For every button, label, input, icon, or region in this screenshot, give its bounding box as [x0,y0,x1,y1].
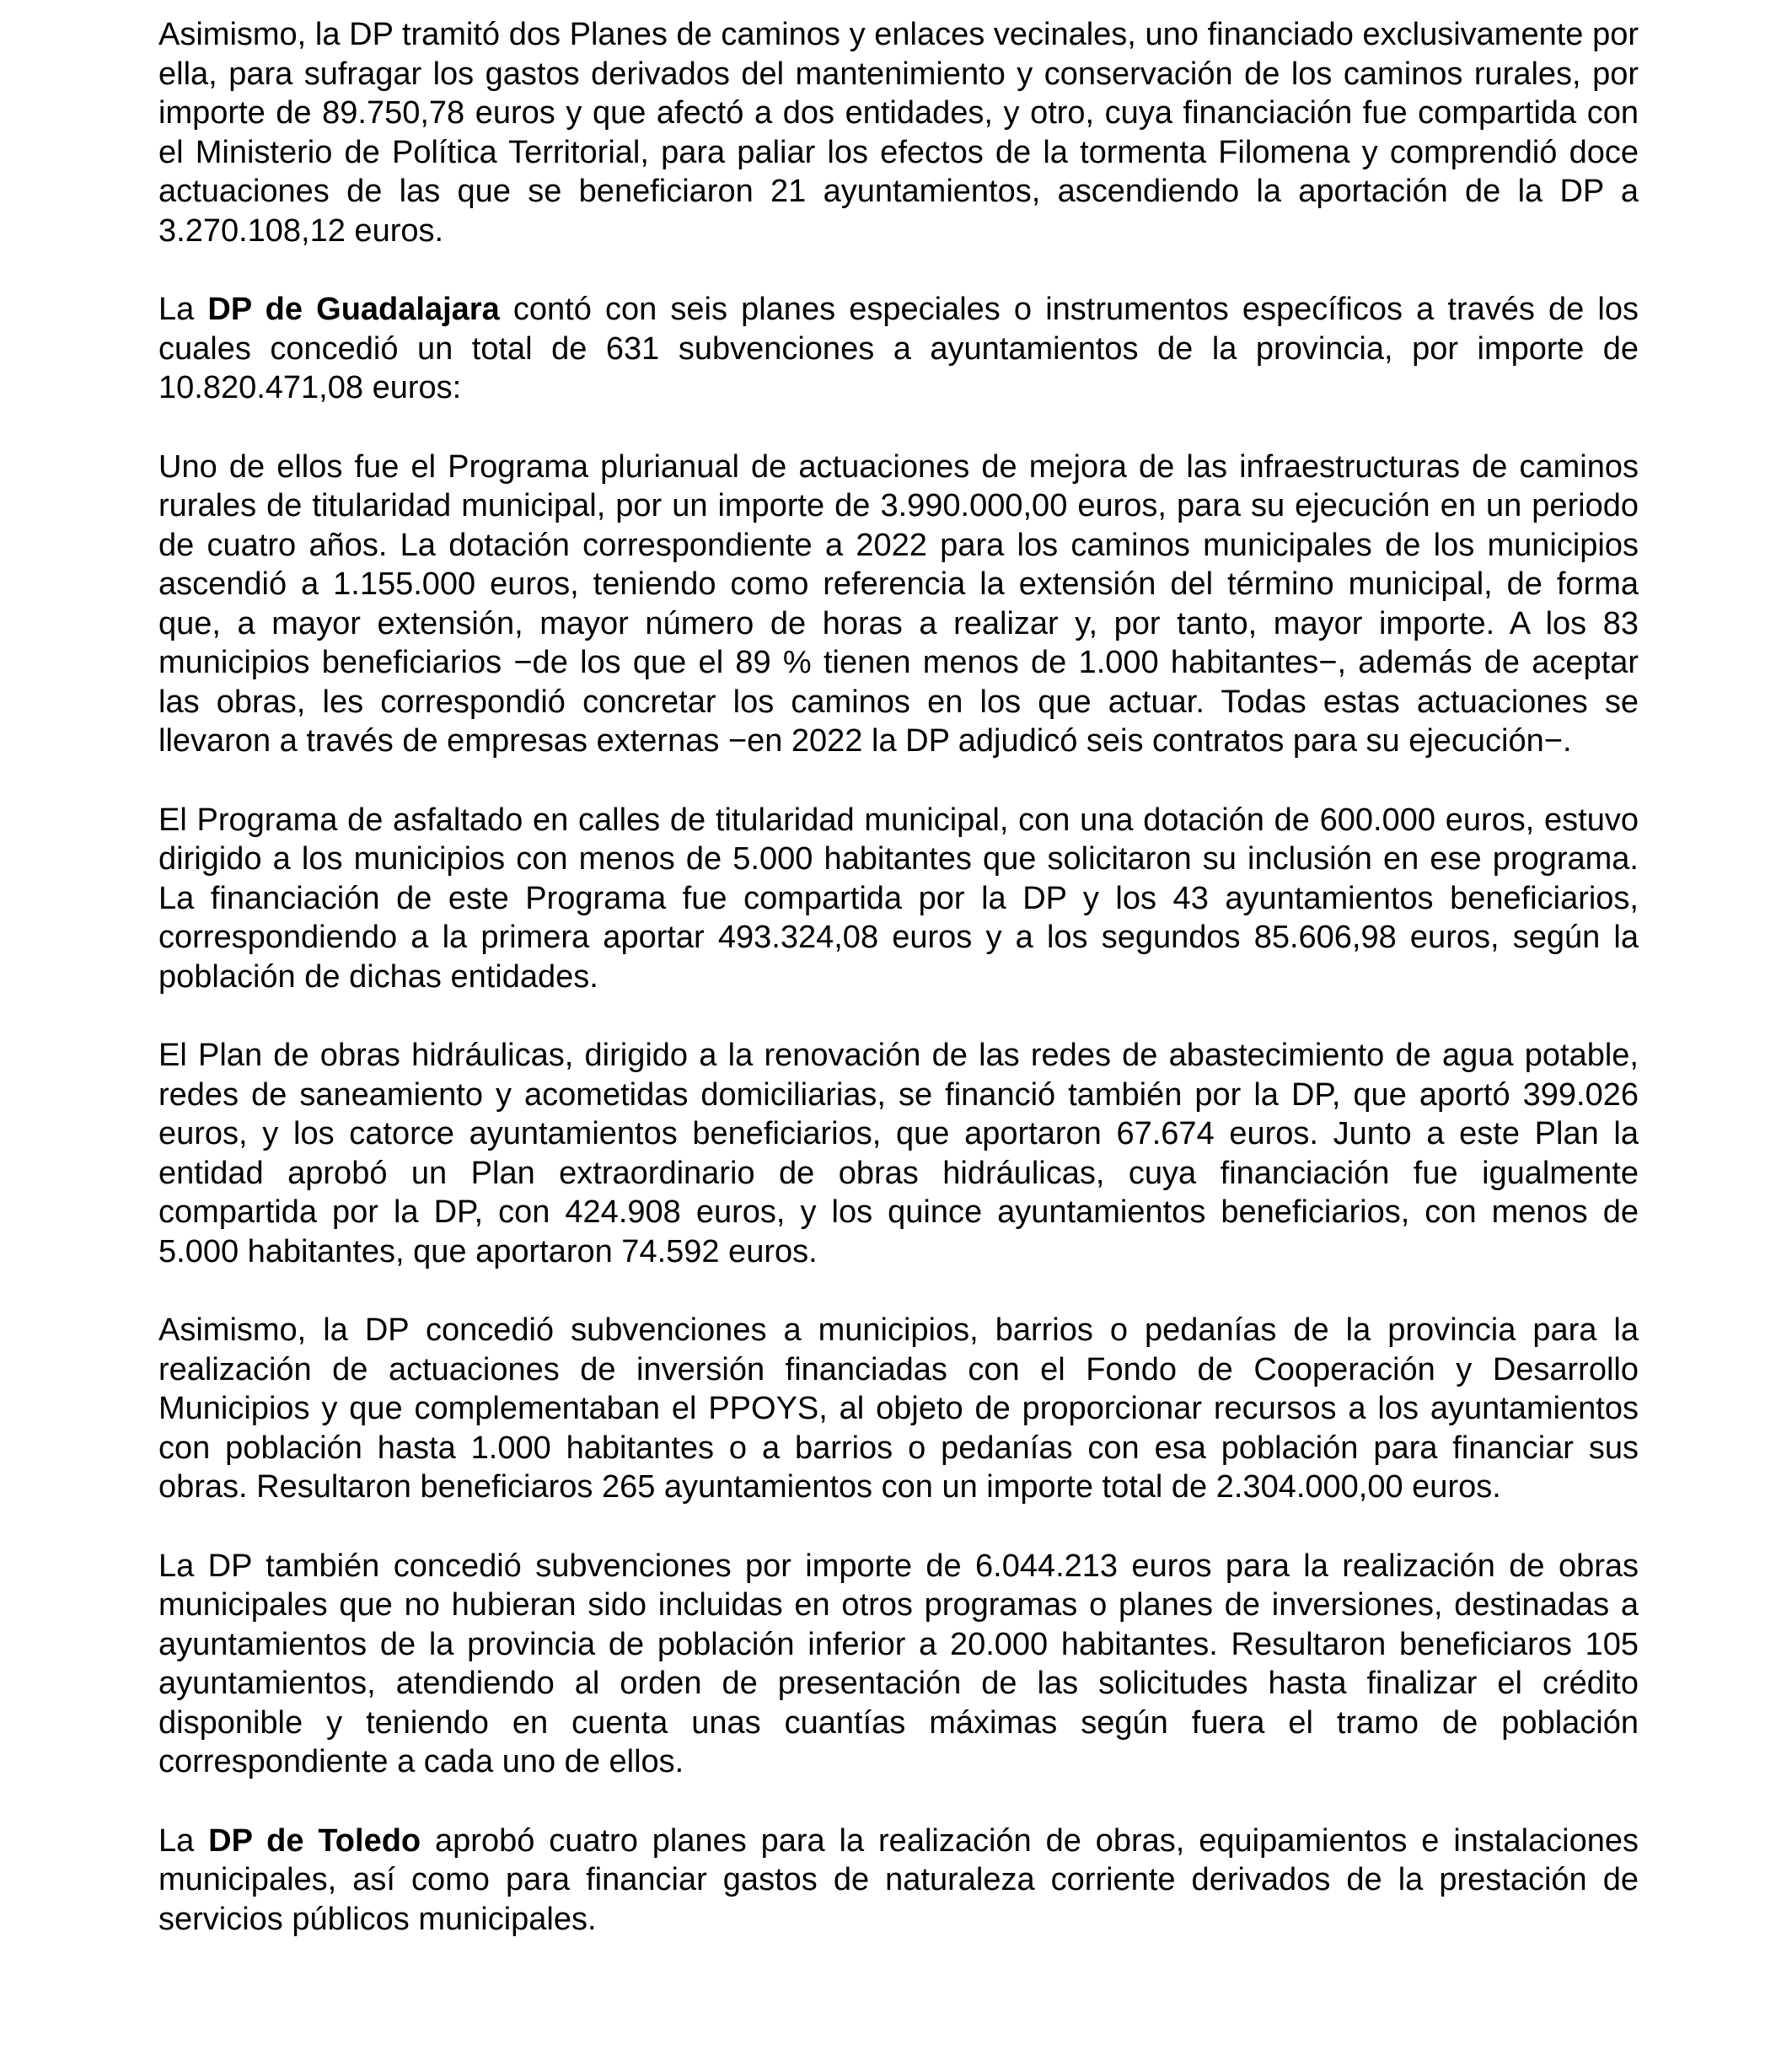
paragraph-subvenciones-obras-municipales: La DP también concedió subvenciones por importe de 6.044.213 euros para la realización de obras municipales que no hubieran sido incluidas en otros programas o planes de inversiones, destinadas a ayuntamientos de la provincia de población inferior a 20.000 habitantes. Resultaron beneficiaros 105 ayuntamientos, atendiendo al orden de presentación de las solicitudes hasta finalizar el crédito disponible y teniendo en cuenta unas cuantías máximas según fuera el tramo de población correspondiente a cada uno de ellos. [158,1548,1639,1779]
document-page [158,15,1639,1978]
paragraph-caminos-vecinales: Asimismo, la DP tramitó dos Planes de caminos y enlaces vecinales, uno financiado exclusivamente por ella, para sufragar los gastos derivados del mantenimiento y conservación de los caminos rurales, por importe de 89.750,78 euros y que afectó a dos entidades, y otro, cuya financiación fue compartida con el Ministerio de Política Territorial, para paliar los efectos de la tormenta Filomena y comprendió doce actuaciones de las que se beneficiaron 21 ayuntamientos, ascendiendo la aportación de la DP a 3.270.108,12 euros. [158,17,1639,249]
entity-name-guadalajara: DP de Guadalajara [207,292,500,327]
paragraph-plan-obras-hidraulicas: El Plan de obras hidráulicas, dirigido a la renovación de las redes de abastecimiento de agua potable, redes de saneamiento y acometidas domiciliarias, se financió también por la DP, que aportó 399.026 euros, y los catorce ayuntamientos beneficiarios, que aportaron 67.674 euros. Junto a este Plan la entidad aprobó un Plan extraordinario de obras hidráulicas, cuya financiación fue igualmente compartida por la DP, con 424.908 euros, y los quince ayuntamientos beneficiarios, con menos de 5.000 habitantes, que aportaron 74.592 euros. [158,1038,1639,1269]
paragraph-programa-caminos-rurales: Uno de ellos fue el Programa plurianual de actuaciones de mejora de las infraestructuras de caminos rurales de titularidad municipal, por un importe de 3.990.000,00 euros, para su ejecución en un periodo de cuatro años. La dotación correspondiente a 2022 para los caminos municipales de los municipios ascendió a 1.155.000 euros, teniendo como referencia la extensión del término municipal, de forma que, a mayor extensión, mayor número de horas a realizar y, por tanto, mayor importe. A los 83 municipios beneficiarios −de los que el 89 % tienen menos de 1.000 habitantes−, además de aceptar las obras, les correspondió concretar los caminos en los que actuar. Todas estas actuaciones se llevaron a través de empresas externas −en 2022 la DP adjudicó seis contratos para su ejecución−. [158,448,1639,759]
paragraph-fondo-cooperacion: Asimismo, la DP concedió subvenciones a municipios, barrios o pedanías de la provincia para la realización de actuaciones de inversión financiadas con el Fondo de Cooperación y Desarrollo Municipios y que complementaban el PPOYS, al objeto de proporcionar recursos a los ayuntamientos con población hasta 1.000 habitantes o a barrios o pedanías con esa población para financiar sus obras. Resultaron beneficiaros 265 ayuntamientos con un importe total de 2.304.000,00 euros. [158,1312,1639,1505]
entity-name-toledo: DP de Toledo [208,1822,421,1859]
paragraph-dp-toledo: La DP de Toledo aprobó cuatro planes para la realización de obras, equipamientos e instalaciones municipales, así como para financiar gastos de naturaleza corriente derivados de la prestación de servicios públicos municipales. [158,1822,1639,1937]
paragraph-dp-guadalajara: La DP de Guadalajara contó con seis planes especiales o instrumentos específicos a través de los cuales concedió un total de 631 subvenciones a ayuntamientos de la provincia, por importe de 10.820.471,08 euros: [158,292,1639,405]
paragraph-programa-asfaltado: El Programa de asfaltado en calles de titularidad municipal, con una dotación de 600.000 euros, estuvo dirigido a los municipios con menos de 5.000 habitantes que solicitaron su inclusión en ese programa. La financiación de este Programa fue compartida por la DP y los 43 ayuntamientos beneficiarios, correspondiendo a la primera aportar 493.324,08 euros y a los segundos 85.606,98 euros, según la población de dichas entidades. [158,802,1639,995]
